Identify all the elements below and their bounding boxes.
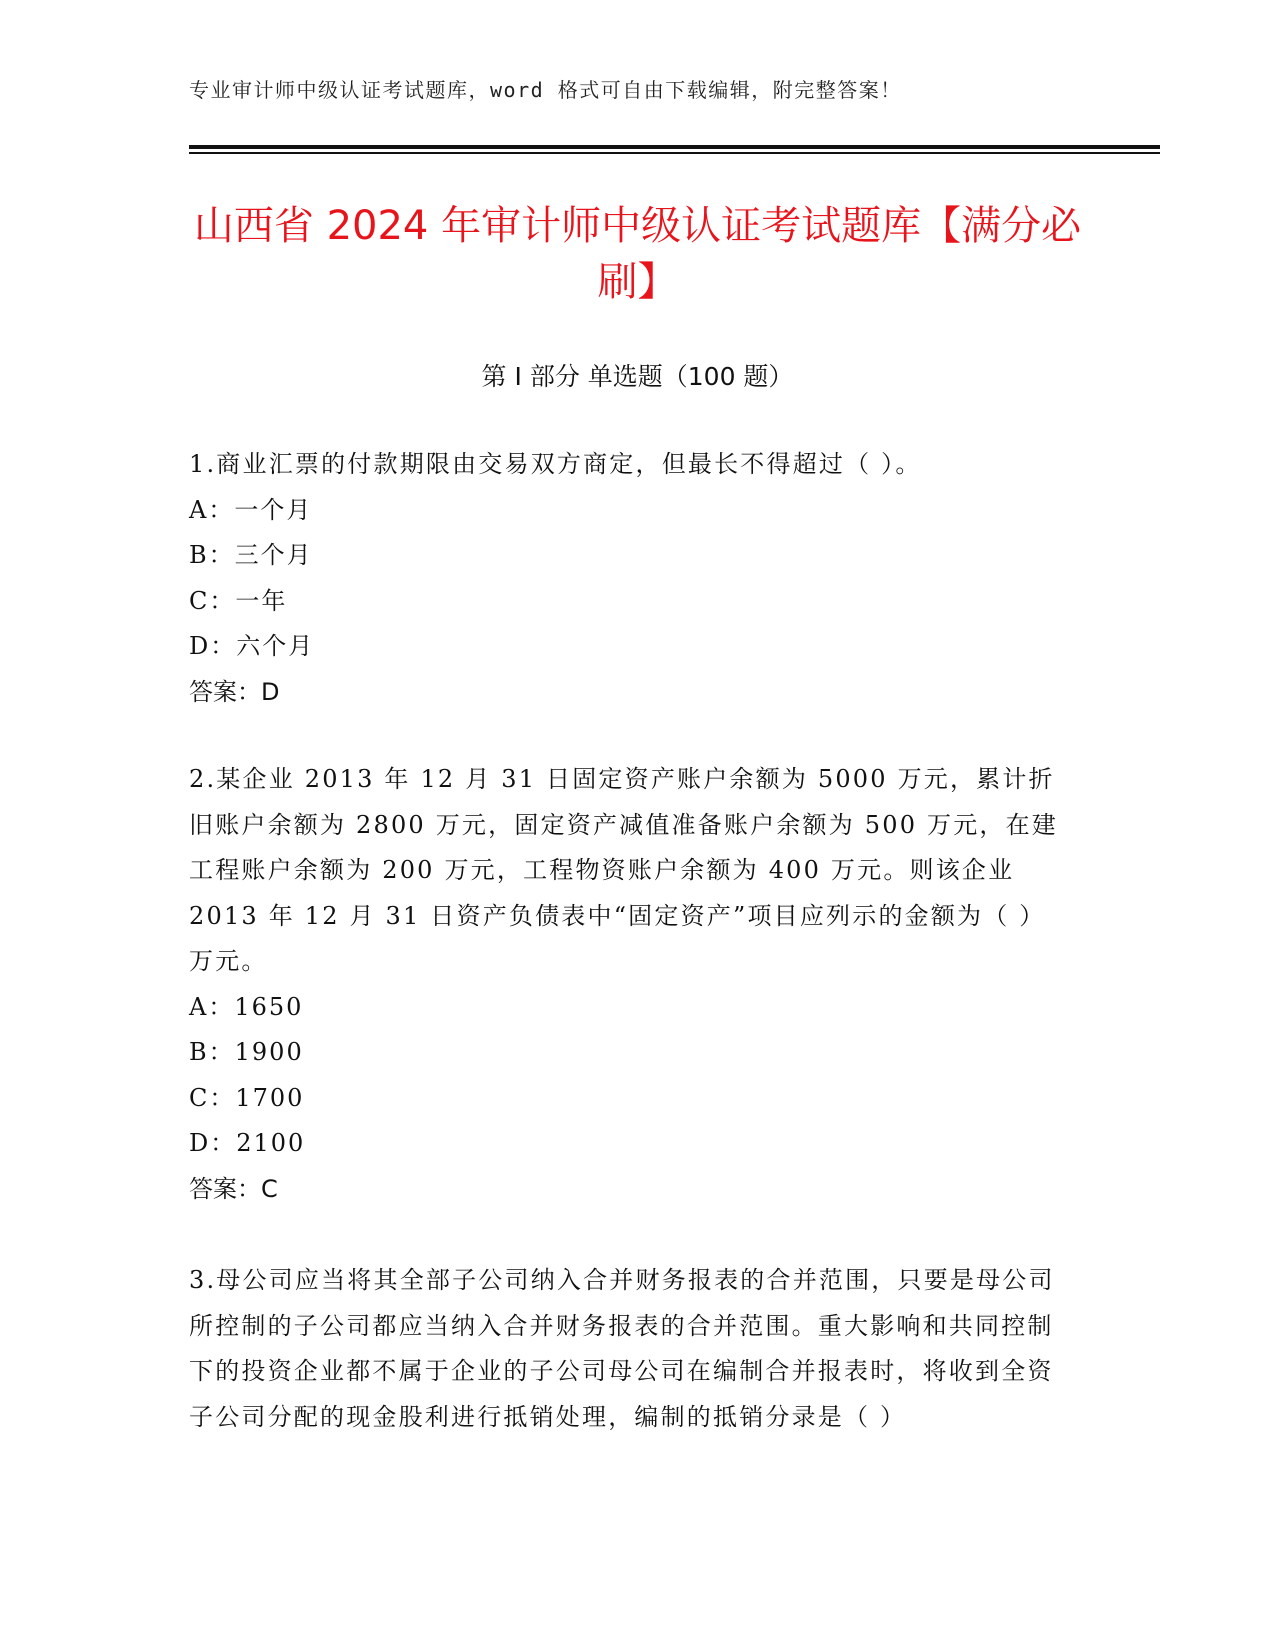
option-d: D：六个月: [189, 632, 315, 660]
question-3: [189, 1258, 1069, 1440]
option-a: A：一个月: [189, 495, 313, 524]
question-1: [189, 442, 1069, 715]
question-stem: 3.母公司应当将其全部子公司纳入合并财务报表的合并范围，只要是母公司所控制的子公司都应当纳入合并财务报表的合并范围。重大影响和共同控制下的投资企业都不属于企业的子公司母公司在编制合并报表时，将收到全资子公司分配的现金股利进行抵销处理，编制的抵销分录是（ ）: [189, 1266, 1055, 1431]
option-a: A：1650: [189, 992, 304, 1021]
option-b: B：三个月: [189, 541, 313, 569]
document-title: 山西省 2024 年审计师中级认证考试题库【满分必刷】: [193, 203, 1082, 305]
answer: 答案：C: [189, 1174, 278, 1203]
question-stem: 1.商业汇票的付款期限由交易双方商定，但最长不得超过（ ）。: [189, 450, 922, 478]
option-d: D：2100: [189, 1129, 306, 1157]
option-c: C：1700: [189, 1083, 305, 1112]
question-stem: 2.某企业 2013 年 12 月 31 日固定资产账户余额为 5000 万元，累计折旧账户余额为 2800 万元，固定资产减值准备账户余额为 500 万元，在建工程账户余额为 200 万元，工程物资账户余额为 400 万元。则该企业 2013 年 12 月 31 日资产负债表中“固定资产”项目应列示的金额为（ ）万元。: [189, 765, 1059, 975]
option-c: C：一年: [189, 586, 288, 615]
header-note: 专业审计师中级认证考试题库，word 格式可自由下载编辑，附完整答案！: [189, 78, 902, 102]
section-title: 第 I 部分 单选题（100 题）: [481, 362, 794, 391]
question-2: [189, 757, 1069, 1212]
header-rule-thick: [189, 145, 1160, 149]
answer: 答案：D: [189, 677, 280, 706]
header-rule-thin: [189, 152, 1160, 154]
option-b: B：1900: [189, 1038, 304, 1066]
